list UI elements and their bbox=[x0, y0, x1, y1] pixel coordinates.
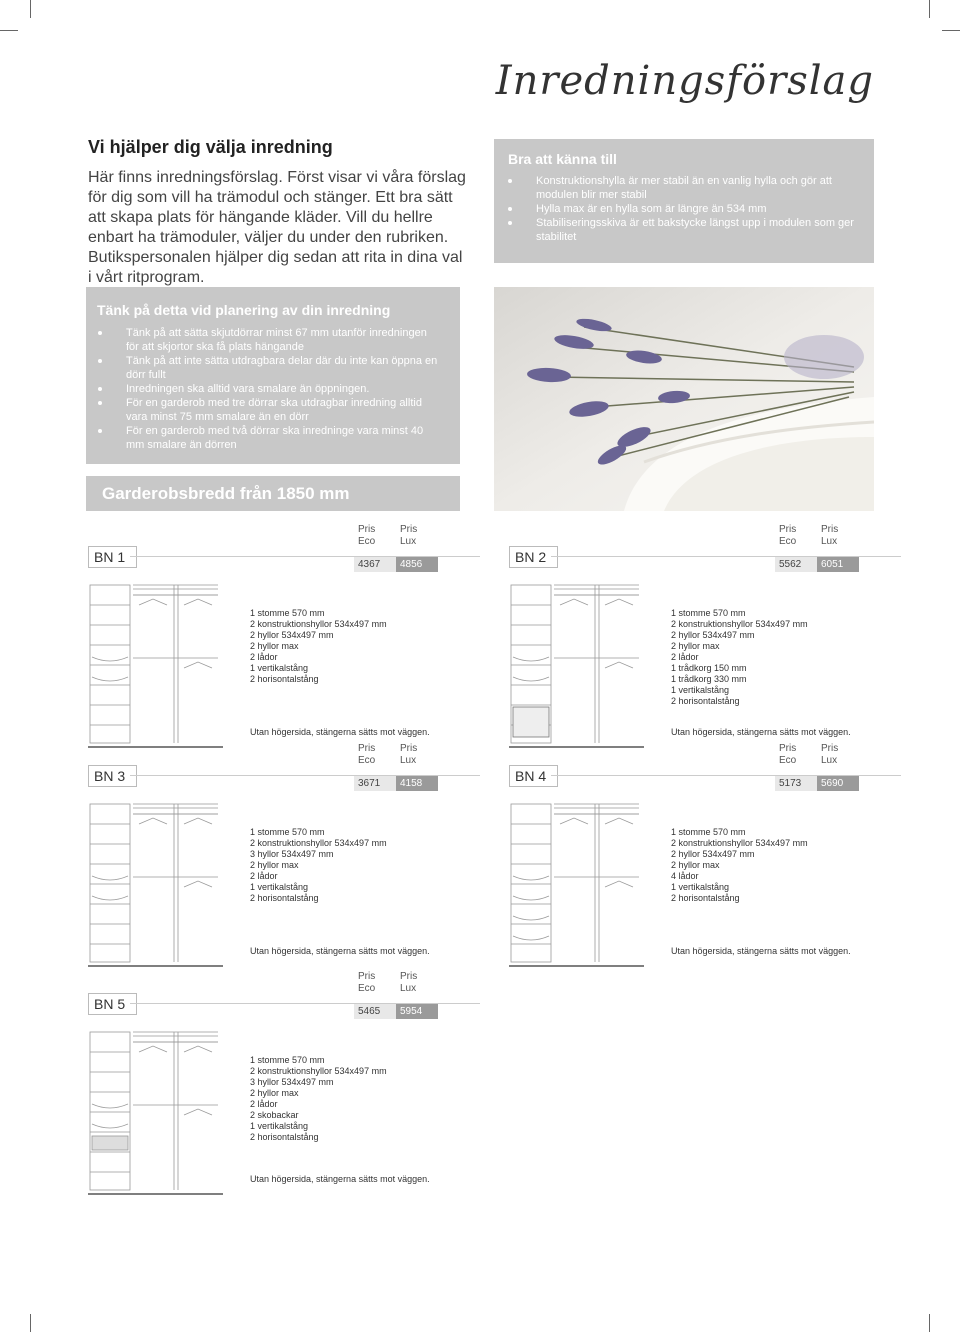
spec-item: 2 konstruktionshyllor 534x497 mm bbox=[671, 619, 808, 629]
price-lux-label: Pris Lux bbox=[821, 743, 839, 766]
spec-item: 2 konstruktionshyllor 534x497 mm bbox=[250, 1066, 387, 1076]
info-box bbox=[494, 139, 874, 263]
spec-item: 1 stomme 570 mm bbox=[250, 1055, 325, 1065]
spec-item: 2 hyllor max bbox=[671, 860, 720, 870]
crop-mark bbox=[942, 30, 960, 31]
spec-list bbox=[671, 608, 808, 707]
spec-item: 2 hyllor 534x497 mm bbox=[671, 849, 755, 859]
spec-item: 2 hyllor max bbox=[250, 641, 299, 651]
intro-heading: Vi hjälper dig välja inredning bbox=[88, 137, 333, 157]
spec-item: 2 horisontalstång bbox=[671, 696, 740, 706]
crop-mark bbox=[929, 1314, 930, 1332]
spec-item: 2 konstruktionshyllor 534x497 mm bbox=[250, 619, 387, 629]
spec-item: 4 lådor bbox=[671, 871, 699, 881]
price-lux: 4856 bbox=[396, 557, 438, 572]
price-eco-label: Pris Eco bbox=[358, 743, 376, 766]
product-bn5 bbox=[88, 971, 480, 1197]
crop-mark bbox=[30, 0, 31, 18]
product-code: BN 5 bbox=[88, 993, 137, 1015]
wardrobe-drawing bbox=[509, 796, 644, 976]
spec-list bbox=[250, 827, 387, 904]
product-code: BN 2 bbox=[509, 546, 558, 568]
price-eco: 5465 bbox=[354, 1004, 396, 1019]
spec-list bbox=[250, 608, 387, 685]
price-eco: 4367 bbox=[354, 557, 396, 572]
spec-list bbox=[671, 827, 808, 904]
planning-item: Tänk på att sätta skjutdörrar minst 67 mm utanför inredningen för att skjortor ska få plats hängande bbox=[96, 326, 441, 354]
price-lux-label: Pris Lux bbox=[400, 524, 418, 547]
spec-item: 1 stomme 570 mm bbox=[671, 827, 746, 837]
product-bn4 bbox=[509, 743, 901, 969]
spec-item: 1 vertikalstång bbox=[671, 882, 730, 892]
price-eco-label: Pris Eco bbox=[358, 971, 376, 994]
product-code: BN 1 bbox=[88, 546, 137, 568]
planning-item: För en garderob med tre dörrar ska utdragbar inredning alltid vara minst 75 mm smalare än en dörr bbox=[96, 396, 441, 424]
price-lux: 4158 bbox=[396, 776, 438, 791]
spec-item: 2 lådor bbox=[671, 652, 699, 662]
spec-item: 1 vertikalstång bbox=[250, 882, 309, 892]
price-eco-label: Pris Eco bbox=[358, 524, 376, 547]
spec-item: 2 hyllor 534x497 mm bbox=[250, 630, 334, 640]
price-lux-label: Pris Lux bbox=[821, 524, 839, 547]
price-lux-label: Pris Lux bbox=[400, 743, 418, 766]
intro-text: Här finns inredningsförslag. Först visar vi våra förslag för dig som vill ha trämodul och stänger. Ett bra sätt att skapa plats för hängande kläder. Vill du hellre enbart ha trämoduler, väljer du under den rubriken. Butikspersonalen hjälper dig sedan att rita in dina val i vårt ritprogram. bbox=[88, 169, 466, 286]
info-item: Konstruktionshylla är mer stabil än en vanlig hylla och gör att modulen blir mer stabil bbox=[506, 174, 856, 202]
planning-item: Inredningen ska alltid vara smalare än öppningen. bbox=[96, 382, 441, 396]
spec-item: 2 skobackar bbox=[250, 1110, 299, 1120]
price-lux: 6051 bbox=[817, 557, 859, 572]
note: Utan högersida, stängerna sätts mot väggen. bbox=[671, 727, 851, 737]
product-bn2 bbox=[509, 524, 901, 750]
spec-item: 2 lådor bbox=[250, 871, 278, 881]
note: Utan högersida, stängerna sätts mot väggen. bbox=[671, 946, 851, 956]
price-eco-label: Pris Eco bbox=[779, 743, 797, 766]
section-heading bbox=[86, 476, 460, 511]
price-eco: 5562 bbox=[775, 557, 817, 572]
spec-item: 1 trådkorg 330 mm bbox=[671, 674, 747, 684]
spec-item: 2 horisontalstång bbox=[250, 674, 319, 684]
spec-list bbox=[250, 1055, 387, 1143]
info-box-heading: Bra att känna till bbox=[508, 151, 617, 167]
wardrobe-drawing bbox=[509, 577, 644, 757]
spec-item: 2 lådor bbox=[250, 1099, 278, 1109]
product-code: BN 4 bbox=[509, 765, 558, 787]
spec-item: 2 hyllor 534x497 mm bbox=[671, 630, 755, 640]
product-code: BN 3 bbox=[88, 765, 137, 787]
planning-item: För en garderob med två dörrar ska inredninge vara minst 40 mm smalare än dörren bbox=[96, 424, 441, 452]
spec-item: 2 hyllor max bbox=[250, 860, 299, 870]
crop-mark bbox=[0, 30, 18, 31]
lavender-photo bbox=[494, 287, 874, 511]
price-eco: 5173 bbox=[775, 776, 817, 791]
price-lux: 5690 bbox=[817, 776, 859, 791]
price-eco: 3671 bbox=[354, 776, 396, 791]
planning-box bbox=[86, 287, 460, 464]
spec-item: 2 hyllor max bbox=[250, 1088, 299, 1098]
spec-item: 1 vertikalstång bbox=[250, 663, 309, 673]
info-item: Hylla max är en hylla som är längre än 534 mm bbox=[506, 202, 856, 216]
spec-item: 3 hyllor 534x497 mm bbox=[250, 849, 334, 859]
spec-item: 2 horisontalstång bbox=[250, 893, 319, 903]
wardrobe-drawing bbox=[88, 796, 223, 976]
section-heading-text: Garderobsbredd från 1850 mm bbox=[102, 484, 350, 503]
spec-item: 1 stomme 570 mm bbox=[671, 608, 746, 618]
wardrobe-drawing bbox=[88, 577, 223, 757]
spec-item: 1 vertikalstång bbox=[250, 1121, 309, 1131]
product-bn1 bbox=[88, 524, 480, 750]
spec-item: 3 hyllor 534x497 mm bbox=[250, 1077, 334, 1087]
spec-item: 2 konstruktionshyllor 534x497 mm bbox=[250, 838, 387, 848]
spec-item: 1 trådkorg 150 mm bbox=[671, 663, 747, 673]
planning-box-heading: Tänk på detta vid planering av din inredning bbox=[97, 302, 391, 318]
spec-item: 2 lådor bbox=[250, 652, 278, 662]
spec-item: 2 horisontalstång bbox=[250, 1132, 319, 1142]
spec-item: 1 stomme 570 mm bbox=[250, 827, 325, 837]
spec-item: 2 hyllor max bbox=[671, 641, 720, 651]
crop-mark bbox=[30, 1314, 31, 1332]
planning-item: Tänk på att inte sätta utdragbara delar där du inte kan öppna en dörr fullt bbox=[96, 354, 441, 382]
crop-mark bbox=[929, 0, 930, 18]
price-eco-label: Pris Eco bbox=[779, 524, 797, 547]
note: Utan högersida, stängerna sätts mot väggen. bbox=[250, 727, 430, 737]
price-lux: 5954 bbox=[396, 1004, 438, 1019]
spec-item: 1 vertikalstång bbox=[671, 685, 730, 695]
product-bn3 bbox=[88, 743, 480, 969]
note: Utan högersida, stängerna sätts mot väggen. bbox=[250, 1174, 430, 1184]
info-item: Stabiliseringsskiva är ett bakstycke längst upp i modulen som ger stabilitet bbox=[506, 216, 856, 244]
spec-item: 2 konstruktionshyllor 534x497 mm bbox=[671, 838, 808, 848]
wardrobe-drawing bbox=[88, 1024, 223, 1204]
note: Utan högersida, stängerna sätts mot väggen. bbox=[250, 946, 430, 956]
price-lux-label: Pris Lux bbox=[400, 971, 418, 994]
spec-item: 2 horisontalstång bbox=[671, 893, 740, 903]
spec-item: 1 stomme 570 mm bbox=[250, 608, 325, 618]
page-title: Inredningsförslag bbox=[495, 58, 874, 104]
